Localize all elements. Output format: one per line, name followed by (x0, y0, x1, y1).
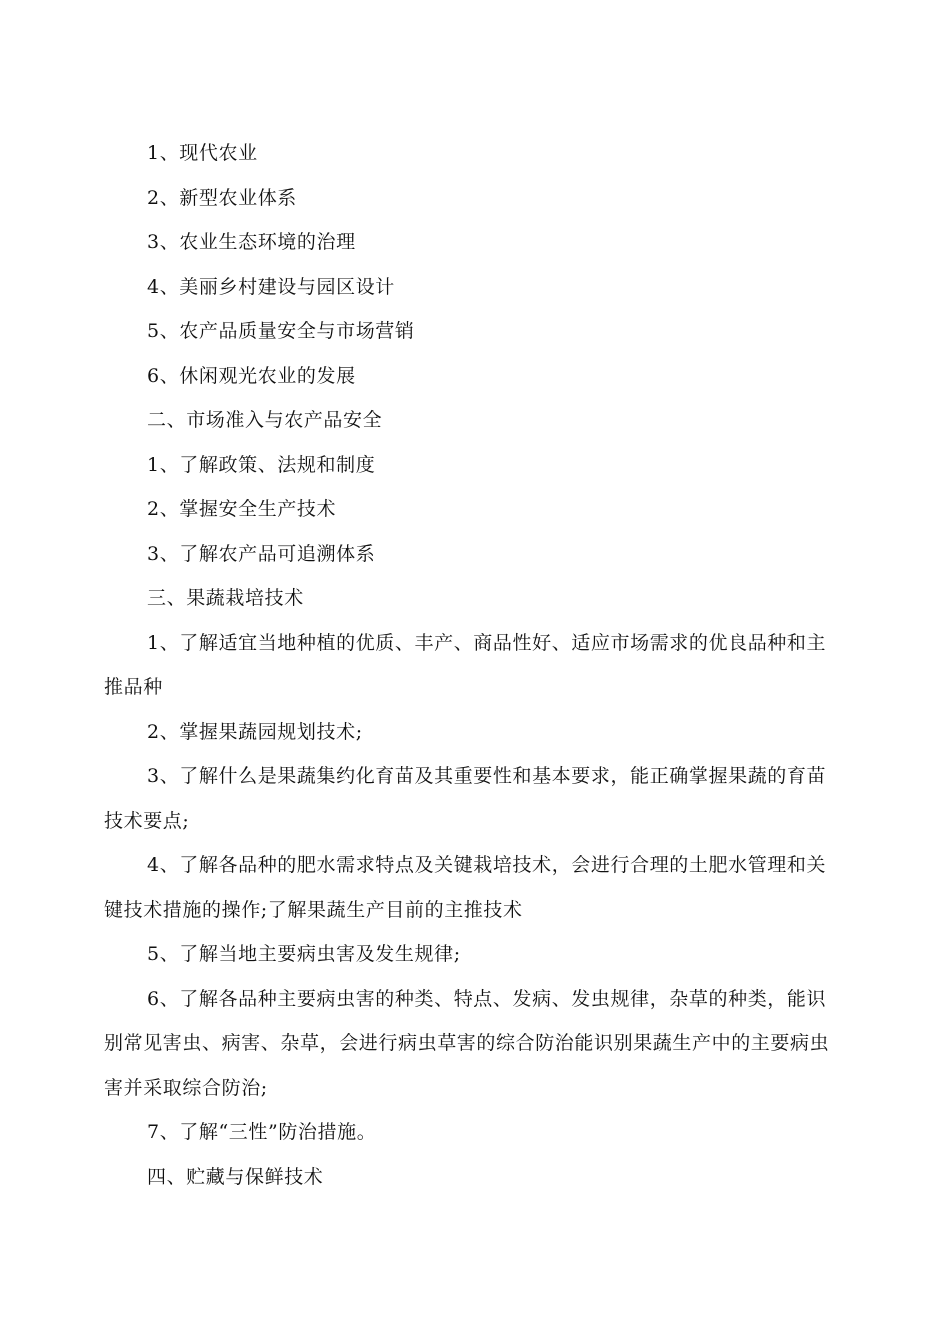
list-item-quality-safety-marketing: 5、农产品质量安全与市场营销 (147, 320, 415, 342)
list-item-traceability: 3、了解农产品可追溯体系 (147, 542, 376, 565)
section-heading-storage: 四、贮藏与保鲜技术 (147, 1165, 324, 1188)
list-item-pest-patterns: 5、了解当地主要病虫害及发生规律; (147, 943, 461, 965)
list-item-three-properties: 7、了解“三性”防治措施。 (147, 1121, 377, 1143)
list-item-orchard-planning: 2、掌握果蔬园规划技术; (147, 720, 363, 743)
document-body (104, 131, 834, 1199)
list-item-policy-regulations: 1、了解政策、法规和制度 (147, 453, 376, 476)
list-item-safe-production: 2、掌握安全生产技术 (147, 498, 337, 520)
list-item-varieties: 1、了解适宜当地种植的优质、丰产、商品性好、适应市场需求的优良品种和主推品种 (104, 631, 827, 698)
list-item-fertilizer-water: 4、了解各品种的肥水需求特点及关键栽培技术，会进行合理的土肥水管理和关键技术措施的操作;了解果蔬生产目前的主推技术 (104, 854, 827, 921)
section-heading-market-access: 二、市场准入与农产品安全 (147, 409, 383, 431)
list-item-modern-agriculture: 1、现代农业 (147, 142, 258, 164)
list-item-leisure-agriculture: 6、休闲观光农业的发展 (147, 364, 356, 387)
list-item-integrated-control: 6、了解各品种主要病虫害的种类、特点、发病、发虫规律，杂草的种类，能识别常见害虫、病害、杂草，会进行病虫草害的综合防治能识别果蔬生产中的主要病虫害并采取综合防治; (104, 987, 830, 1099)
list-item-new-agriculture-system: 2、新型农业体系 (147, 186, 297, 209)
list-item-seedling: 3、了解什么是果蔬集约化育苗及其重要性和基本要求，能正确掌握果蔬的育苗技术要点; (104, 765, 827, 832)
list-item-rural-construction: 4、美丽乡村建设与园区设计 (147, 275, 395, 298)
section-heading-cultivation: 三、果蔬栽培技术 (147, 587, 304, 609)
list-item-ecological-environment: 3、农业生态环境的治理 (147, 231, 356, 253)
